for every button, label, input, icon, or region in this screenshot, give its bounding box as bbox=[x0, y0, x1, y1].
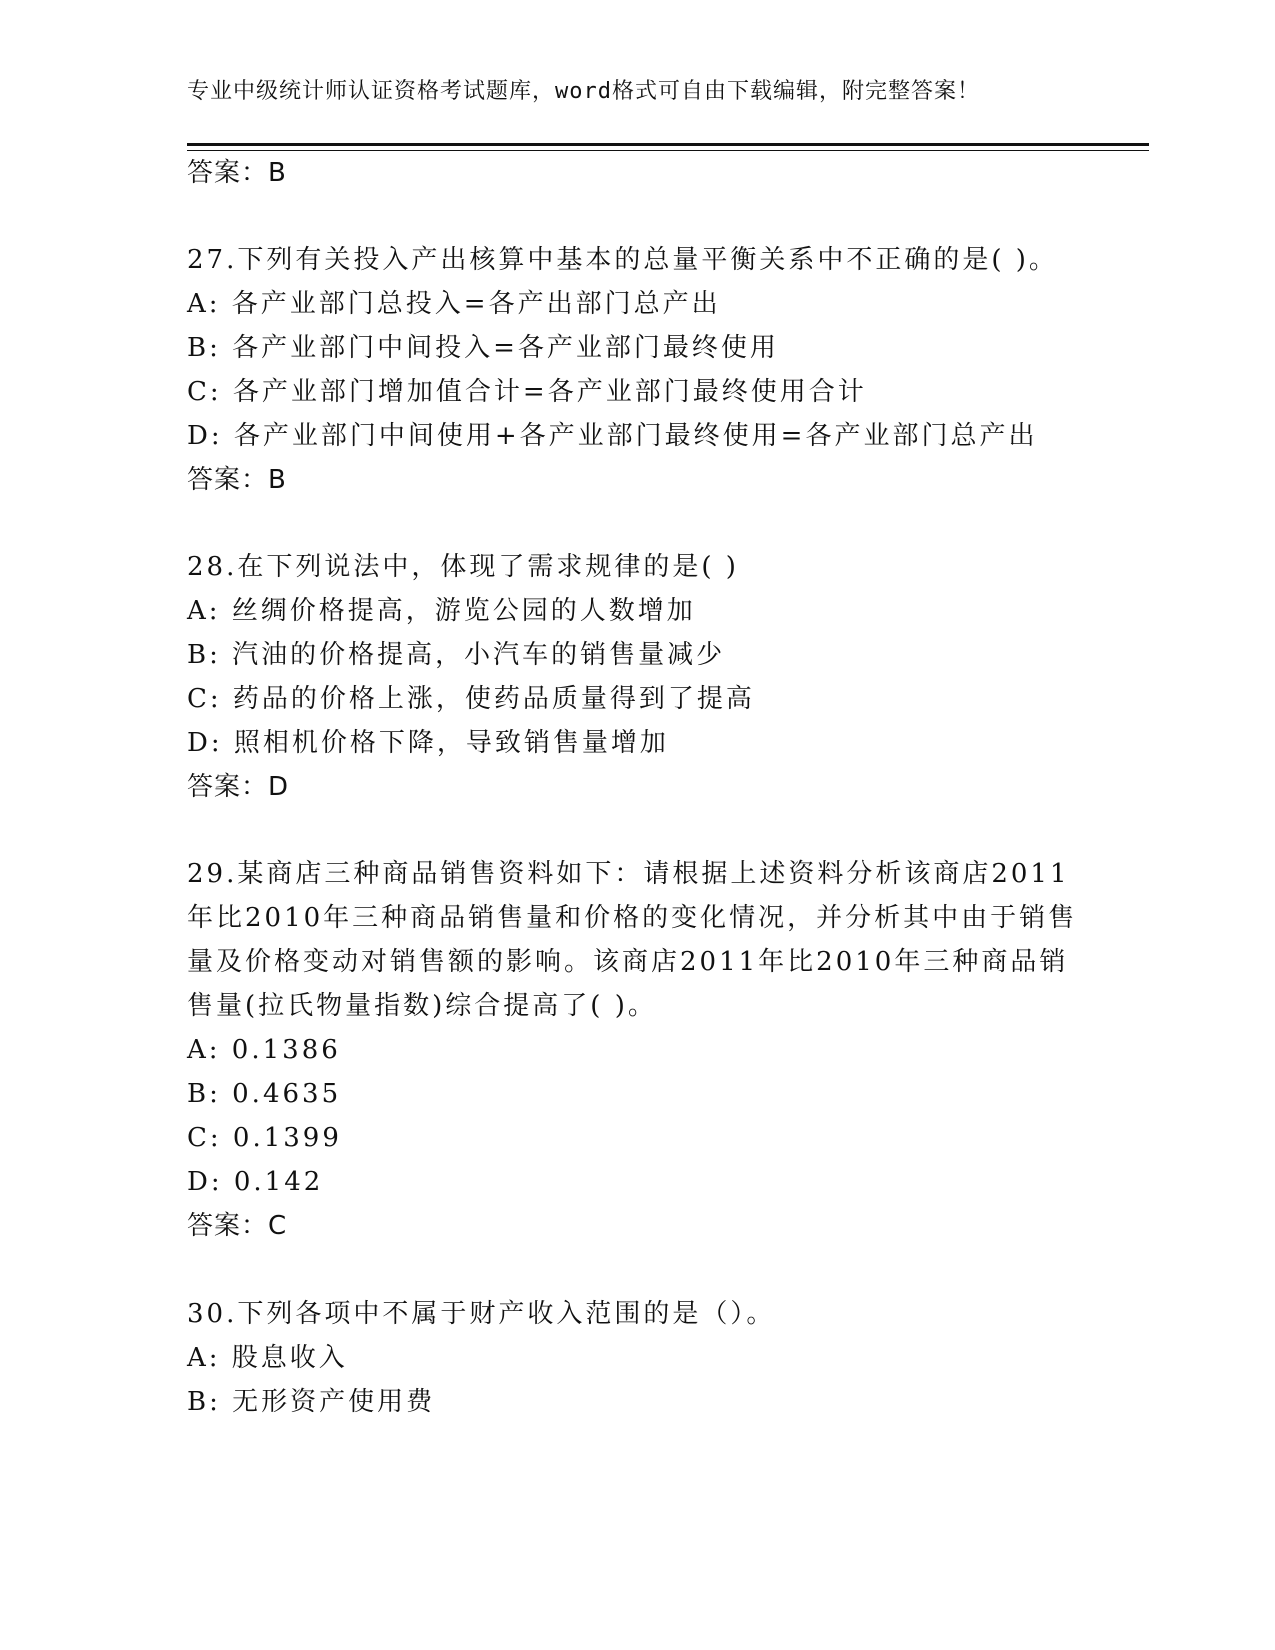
question-28-option-a: A: 丝绸价格提高，游览公园的人数增加 bbox=[187, 596, 696, 626]
question-30-stem: 30.下列各项中不属于财产收入范围的是（）。 bbox=[187, 1299, 776, 1329]
question-29-answer: 答案：C bbox=[187, 1211, 288, 1241]
question-29-option-a: A: 0.1386 bbox=[187, 1035, 341, 1065]
question-28-answer: 答案：D bbox=[187, 772, 290, 802]
header-rule-thin bbox=[187, 150, 1149, 151]
question-28-option-b: B: 汽油的价格提高，小汽车的销售量减少 bbox=[187, 640, 726, 670]
question-29-stem-line-3: 量及价格变动对销售额的影响。该商店2011年比2010年三种商品销 bbox=[187, 947, 1069, 977]
question-28-option-c: C: 药品的价格上涨，使药品质量得到了提高 bbox=[187, 684, 755, 714]
question-28-option-d: D: 照相机价格下降，导致销售量增加 bbox=[187, 728, 669, 758]
question-29-option-d: D: 0.142 bbox=[187, 1167, 324, 1197]
question-29-stem-line-2: 年比2010年三种商品销售量和价格的变化情况，并分析其中由于销售 bbox=[187, 903, 1078, 933]
question-27-stem: 27.下列有关投入产出核算中基本的总量平衡关系中不正确的是( )。 bbox=[187, 245, 1058, 275]
question-29-stem-line-4: 售量(拉氏物量指数)综合提高了( )。 bbox=[187, 991, 657, 1021]
answer-26: 答案：B bbox=[187, 158, 287, 188]
header-rule-thick bbox=[187, 143, 1149, 146]
question-27-option-a: A: 各产业部门总投入=各产出部门总产出 bbox=[187, 289, 721, 319]
question-30-option-a: A: 股息收入 bbox=[187, 1343, 348, 1373]
question-27-option-c: C: 各产业部门增加值合计=各产业部门最终使用合计 bbox=[187, 377, 867, 407]
question-29-option-b: B: 0.4635 bbox=[187, 1079, 342, 1109]
question-27-option-b: B: 各产业部门中间投入=各产业部门最终使用 bbox=[187, 333, 779, 363]
question-29-stem-line-1: 29.某商店三种商品销售资料如下：请根据上述资料分析该商店2011 bbox=[187, 859, 1070, 889]
question-29-option-c: C: 0.1399 bbox=[187, 1123, 342, 1153]
question-30-option-b: B: 无形资产使用费 bbox=[187, 1387, 436, 1417]
question-27-answer: 答案：B bbox=[187, 465, 287, 495]
page-header: 专业中级统计师认证资格考试题库，word格式可自由下载编辑，附完整答案！ bbox=[187, 79, 980, 104]
question-28-stem: 28.在下列说法中，体现了需求规律的是( ) bbox=[187, 552, 739, 582]
question-27-option-d: D: 各产业部门中间使用+各产业部门最终使用=各产业部门总产出 bbox=[187, 421, 1038, 451]
